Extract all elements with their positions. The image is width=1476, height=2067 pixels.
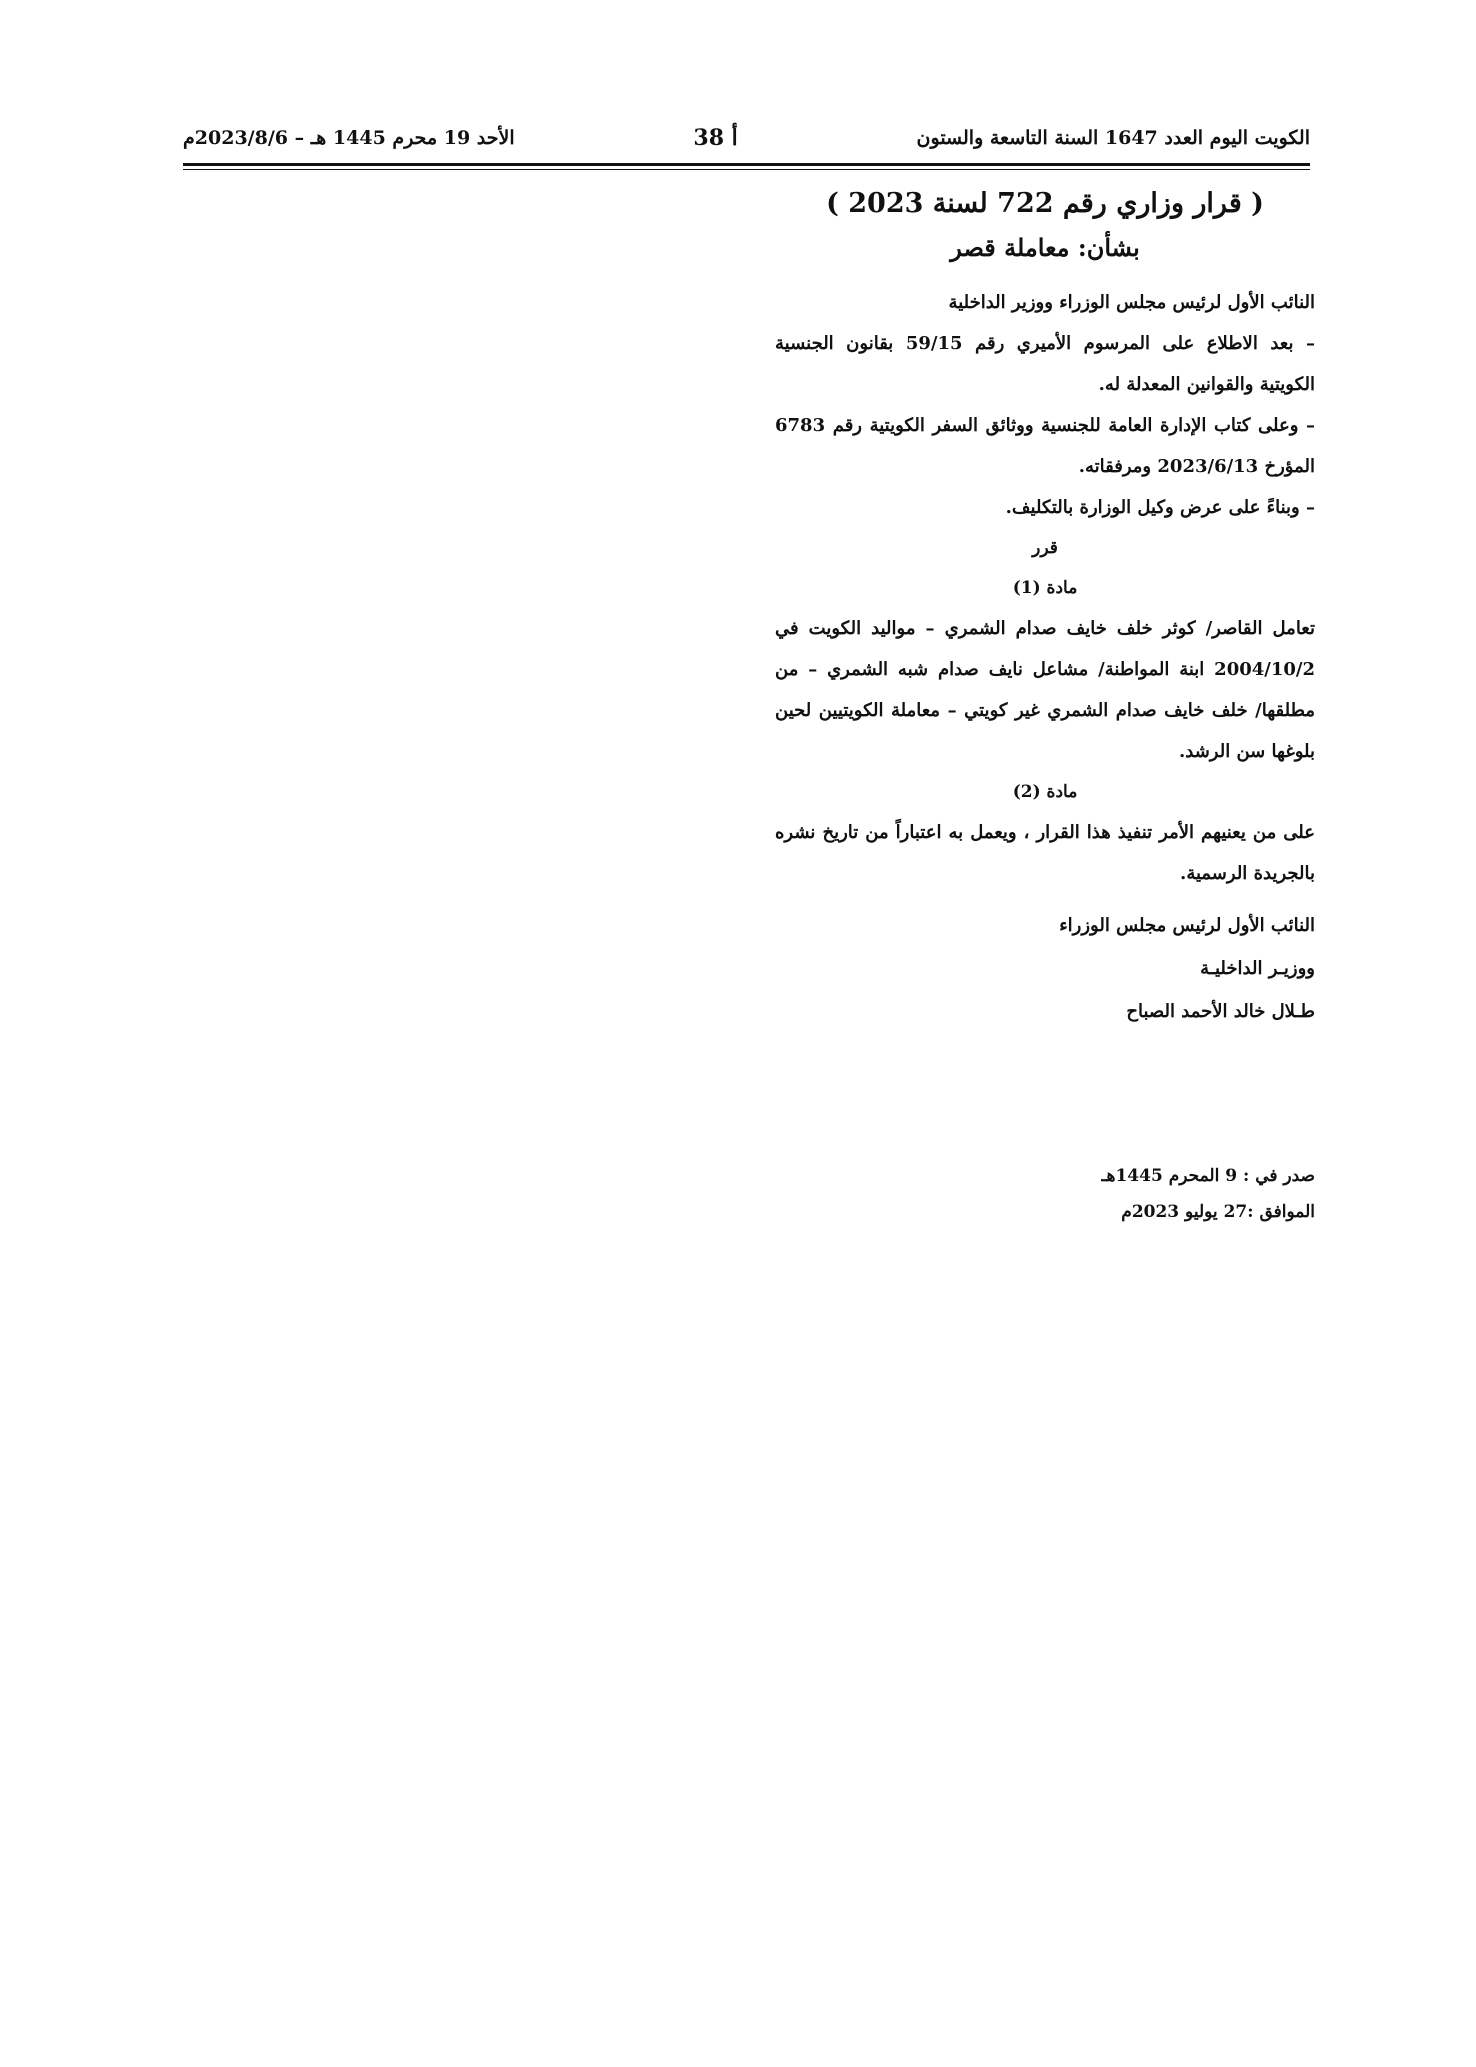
header-date: الأحد 19 محرم 1445 هـ – 2023/8/6م (183, 127, 515, 149)
issued-hijri: صدر في : 9 المحرم 1445هـ (1101, 1166, 1315, 1186)
issue-date-block (1000, 1158, 1315, 1230)
article-heading: مادة (2) (1012, 782, 1078, 802)
preamble-item: – وعلى كتاب الإدارة العامة للجنسية ووثائق السفر الكويتية رقم 6783 المؤرخ 2023/6/13 ومرفقاته. (775, 415, 1315, 477)
decree-subject: بشأن: معاملة قصر (950, 233, 1140, 262)
page-number: أ 38 (693, 125, 738, 151)
issue-info: الكويت اليوم العدد 1647 السنة التاسعة والستون (916, 127, 1310, 149)
signature-name: طـلال خالد الأحمد الصباح (1126, 1001, 1315, 1022)
decision-word: قرر (1032, 538, 1058, 558)
signature-title: ووزيـر الداخليـة (1200, 958, 1315, 979)
preamble-item: – بعد الاطلاع على المرسوم الأميري رقم 59/15 بقانون الجنسية الكويتية والقوانين المعدلة له. (775, 333, 1315, 395)
issuer-line: النائب الأول لرئيس مجلس الوزراء ووزير الداخلية (948, 292, 1315, 313)
signature-title: النائب الأول لرئيس مجلس الوزراء (1059, 915, 1315, 936)
preamble-item: – وبناءً على عرض وكيل الوزارة بالتكليف. (1005, 497, 1315, 518)
page-header (183, 118, 1310, 158)
header-rule-thin (183, 169, 1310, 170)
decree-title: ( قرار وزاري رقم 722 لسنة 2023 ) (826, 188, 1264, 219)
article-heading: مادة (1) (1012, 578, 1078, 598)
signature-block (775, 904, 1315, 1033)
header-rule-thick (183, 163, 1310, 166)
issued-gregorian: الموافق :27 يوليو 2023م (1121, 1202, 1315, 1222)
article-text: على من يعنيهم الأمر تنفيذ هذا القرار ، ويعمل به اعتباراً من تاريخ نشره بالجريدة الرسمية. (775, 822, 1315, 884)
decree-column (775, 188, 1315, 1033)
article-text: تعامل القاصر/ كوثر خلف خايف صدام الشمري – مواليد الكويت في 2004/10/2 ابنة المواطنة/ مشاعل نايف صدام شبه الشمري – من مطلقها/ خلف خايف صدام الشمري غير كويتي – معاملة الكويتيين لحين بلوغها سن الرشد. (775, 618, 1315, 762)
